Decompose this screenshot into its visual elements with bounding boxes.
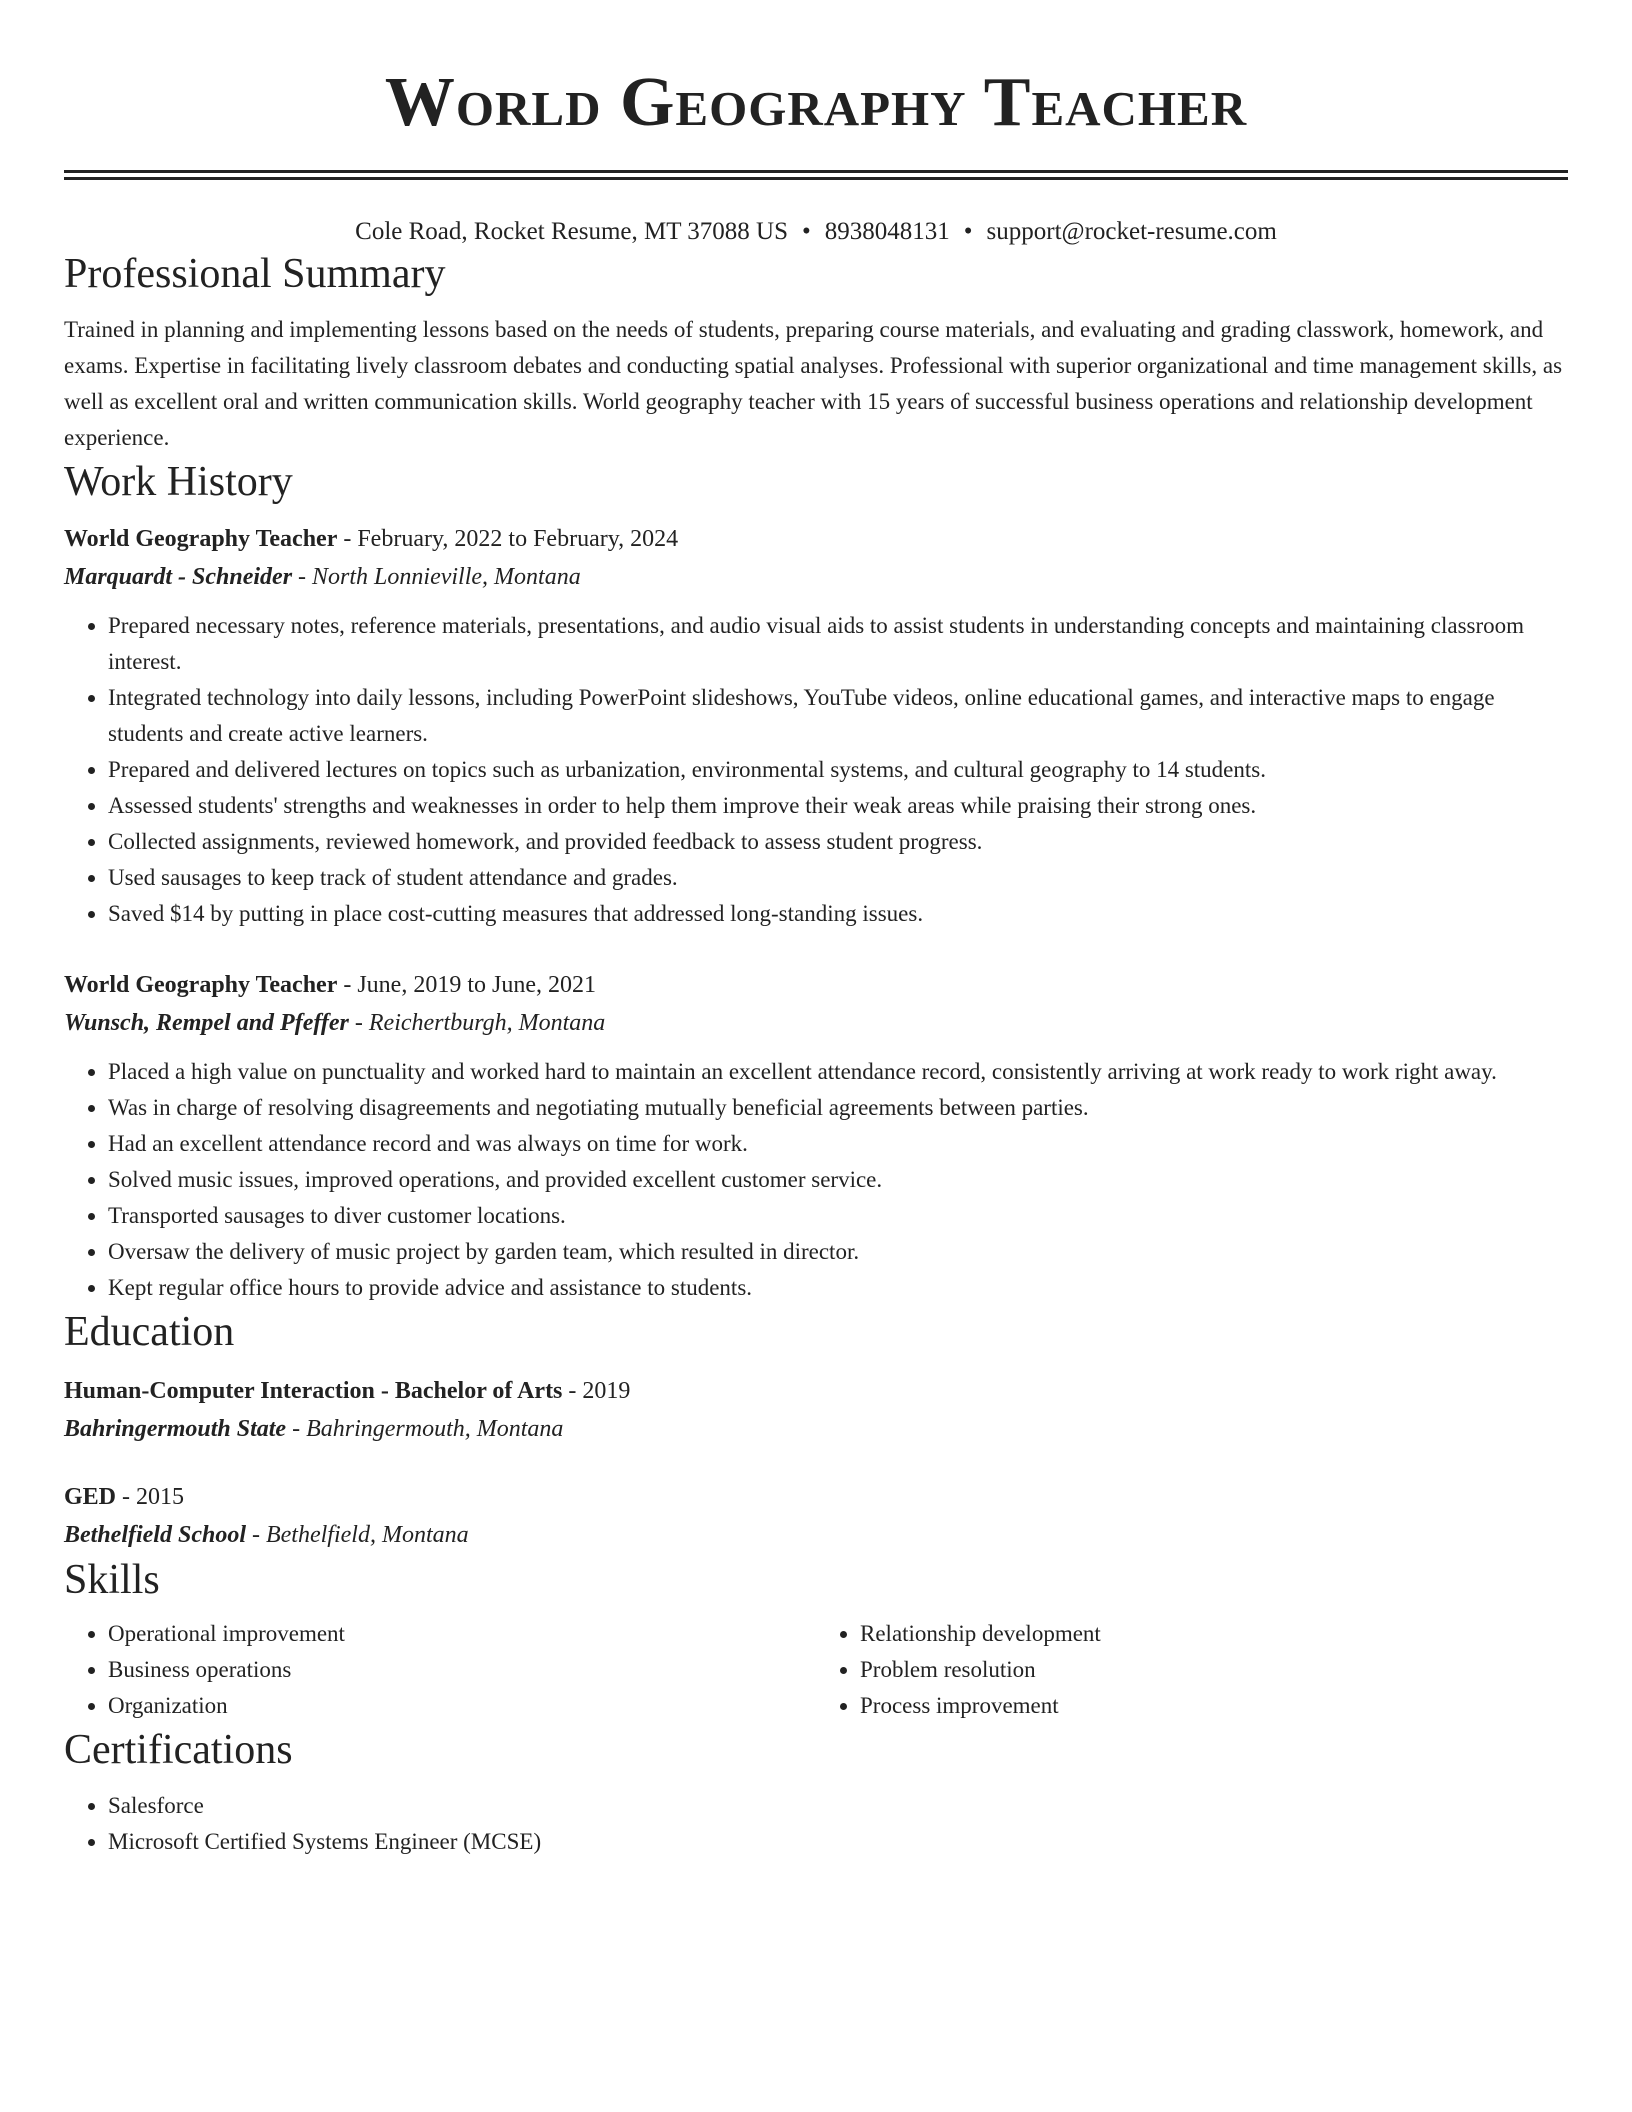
list-item: • Assessed students' strengths and weaknesses in order to help them improve their weak areas while praising their strong ones. — [108, 788, 1568, 824]
contact-address: Cole Road, Rocket Resume, MT 37088 US — [355, 218, 789, 245]
contact-line — [64, 216, 1568, 248]
job-company: Marquardt - Schneider — [64, 564, 293, 590]
education-degree: GED — [64, 1484, 117, 1510]
job-entry — [64, 966, 1568, 1306]
contact-email[interactable]: support@rocket-resume.com — [986, 218, 1277, 245]
education-degree-line — [64, 1372, 1568, 1410]
education-year: - 2019 — [562, 1378, 631, 1404]
list-item: • Organization — [108, 1688, 816, 1724]
education-entry — [64, 1478, 1568, 1554]
list-item: • Placed a high value on punctuality and worked hard to maintain an excellent attendance record, consistently arriving at work ready to work right away. — [108, 1054, 1568, 1090]
contact-separator: • — [802, 218, 811, 245]
job-dates: - June, 2019 to June, 2021 — [337, 972, 596, 998]
job-company-line — [64, 558, 1568, 596]
list-item: • Transported sausages to diver customer locations. — [108, 1198, 1568, 1234]
job-title: World Geography Teacher — [64, 526, 338, 552]
list-item: • Integrated technology into daily lessons, including PowerPoint slideshows, YouTube videos, online educational games, and interactive maps to engage students and create active learners. — [108, 680, 1568, 752]
list-item: • Business operations — [108, 1652, 816, 1688]
education-degree-line — [64, 1478, 1568, 1516]
skills-list-left — [64, 1616, 816, 1724]
certifications-heading: Certifications — [64, 1727, 293, 1773]
contact-phone: 8938048131 — [824, 218, 950, 245]
summary-heading: Professional Summary — [64, 251, 446, 297]
skills-list-right — [816, 1616, 1568, 1724]
education-degree: Human-Computer Interaction - Bachelor of Arts — [64, 1378, 563, 1404]
education-school-line — [64, 1516, 1568, 1554]
list-item: • Relationship development — [860, 1616, 1568, 1652]
job-title-line — [64, 520, 1568, 558]
list-item: • Kept regular office hours to provide advice and assistance to students. — [108, 1270, 1568, 1306]
education-location: - Bahringermouth, Montana — [286, 1416, 564, 1442]
list-item: • Microsoft Certified Systems Engineer (MCSE) — [108, 1824, 1568, 1860]
list-item: • Saved $14 by putting in place cost-cutting measures that addressed long-standing issues. — [108, 896, 1568, 932]
skills-heading: Skills — [64, 1557, 160, 1603]
education-school: Bahringermouth State — [64, 1416, 287, 1442]
job-bullets — [64, 1054, 1568, 1306]
education-entry — [64, 1372, 1568, 1448]
list-item: • Salesforce — [108, 1788, 1568, 1824]
list-item: • Prepared and delivered lectures on topics such as urbanization, environmental systems, and cultural geography to 14 students. — [108, 752, 1568, 788]
job-location: - Reichertburgh, Montana — [348, 1010, 606, 1036]
title-divider — [64, 170, 1568, 180]
education-location: - Bethelfield, Montana — [246, 1522, 469, 1548]
education-year: - 2015 — [116, 1484, 185, 1510]
job-company-line — [64, 1004, 1568, 1042]
job-title-line — [64, 966, 1568, 1004]
list-item: • Operational improvement — [108, 1616, 816, 1652]
summary-text: Trained in planning and implementing lessons based on the needs of students, preparing course materials, and evaluating and grading classwork, homework, and exams. Expertise in facilitating lively classroom debates and conducting spatial analyses. Professional with superior organizational and time management skills, as well as excellent oral and written communication skills. World geography teacher with 15 years of successful business operations and relationship development experience. — [64, 317, 1563, 450]
list-item: • Was in charge of resolving disagreements and negotiating mutually beneficial agreements between parties. — [108, 1090, 1568, 1126]
contact-separator: • — [963, 218, 973, 245]
list-item: • Used sausages to keep track of student attendance and grades. — [108, 860, 1568, 896]
education-heading: Education — [64, 1309, 235, 1355]
list-item: • Oversaw the delivery of music project by garden team, which resulted in director. — [108, 1234, 1568, 1270]
list-item: • Process improvement — [860, 1688, 1568, 1724]
list-item: • Had an excellent attendance record and was always on time for work. — [108, 1126, 1568, 1162]
job-title: World Geography Teacher — [64, 972, 338, 998]
education-school: Bethelfield School — [64, 1522, 246, 1548]
skills-grid — [64, 1616, 1568, 1724]
list-item: • Problem resolution — [860, 1652, 1568, 1688]
certifications-list — [64, 1788, 1568, 1860]
job-company: Wunsch, Rempel and Pfeffer — [64, 1010, 349, 1036]
job-dates: - February, 2022 to February, 2024 — [337, 526, 679, 552]
list-item: • Solved music issues, improved operations, and provided excellent customer service. — [108, 1162, 1568, 1198]
resume-title: World Geography Teacher — [384, 64, 1248, 141]
education-school-line — [64, 1410, 1568, 1448]
job-bullets — [64, 608, 1568, 932]
work-history-heading: Work History — [64, 459, 293, 505]
job-entry — [64, 520, 1568, 932]
list-item: • Collected assignments, reviewed homework, and provided feedback to assess student progress. — [108, 824, 1568, 860]
job-location: - North Lonnieville, Montana — [292, 564, 581, 590]
list-item: • Prepared necessary notes, reference materials, presentations, and audio visual aids to assist students in understanding concepts and maintaining classroom interest. — [108, 608, 1568, 680]
